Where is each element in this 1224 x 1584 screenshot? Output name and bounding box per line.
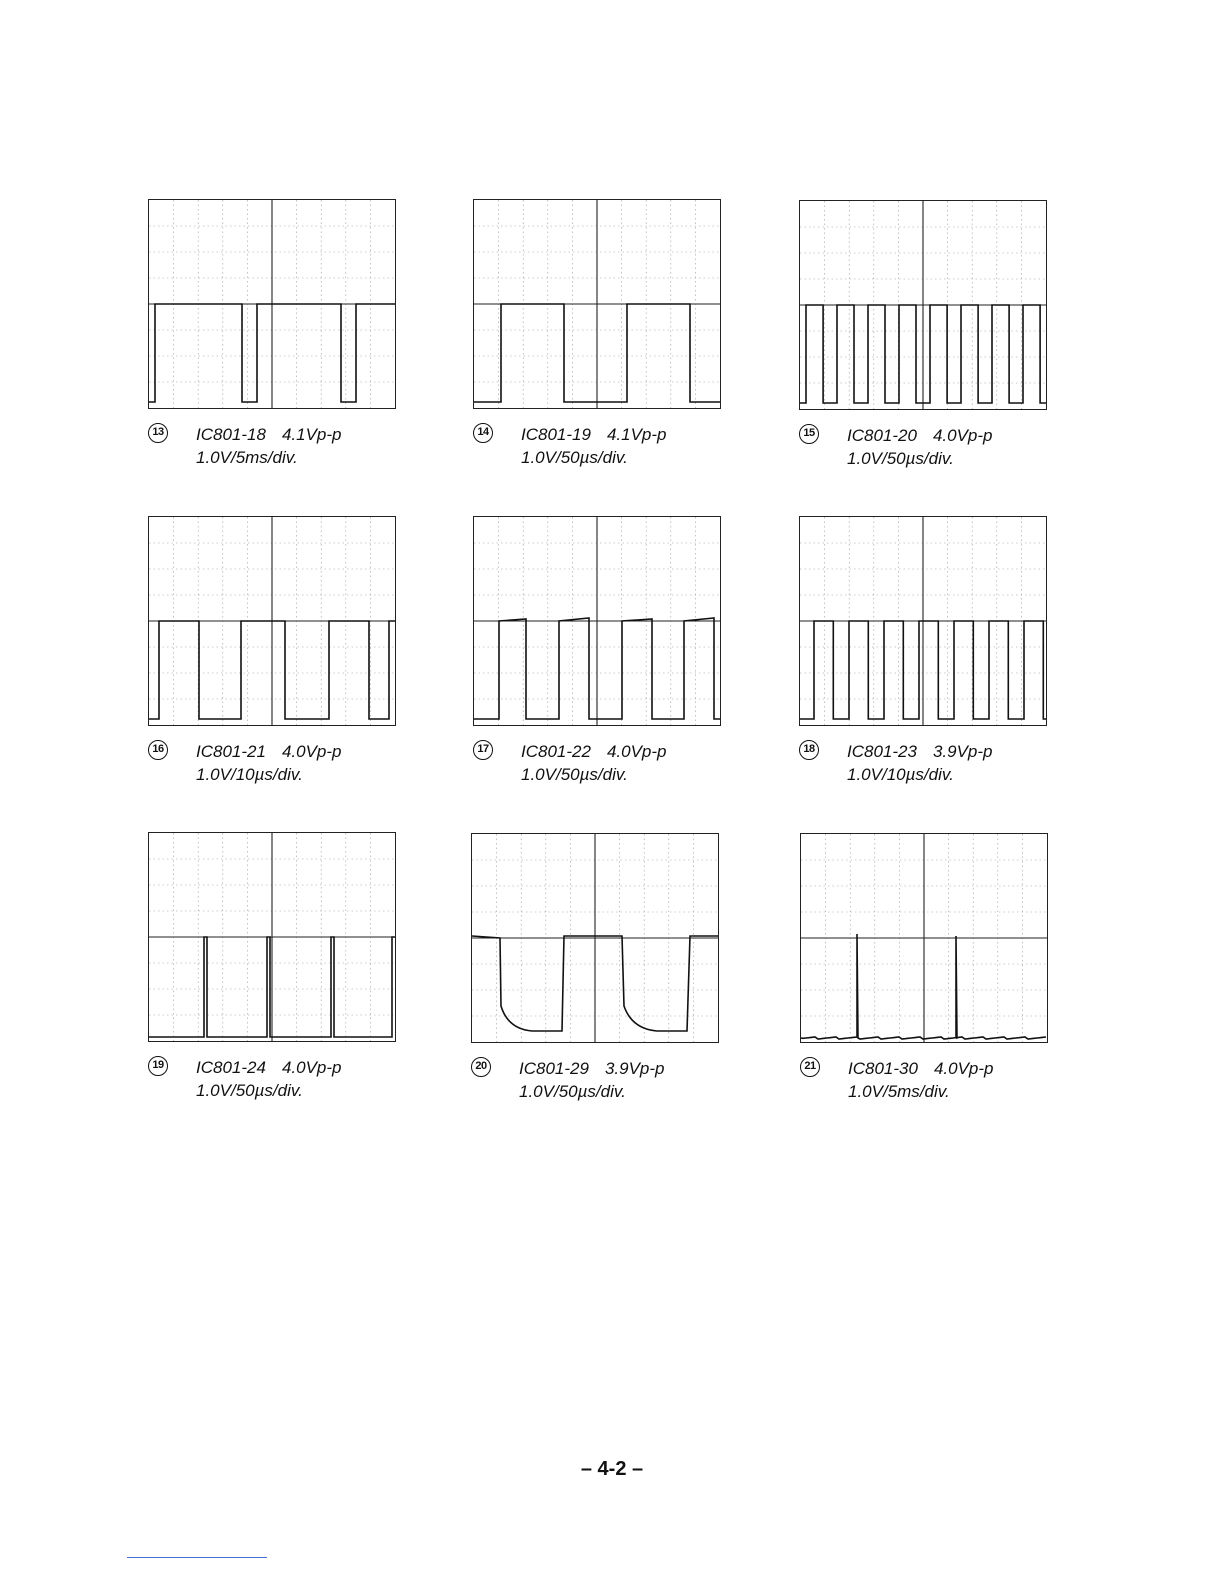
circled-number: 19	[148, 1056, 168, 1076]
waveform-trace	[149, 200, 395, 408]
peak-voltage: 4.0Vp-p	[933, 1059, 994, 1078]
scope-scale: 1.0V/5ms/div.	[196, 448, 298, 467]
waveform-panel-21	[800, 833, 1130, 1123]
circled-number: 18	[799, 740, 819, 760]
scope-scale: 1.0V/50µs/div.	[521, 448, 628, 467]
waveform-caption	[799, 740, 1129, 790]
scope-scale: 1.0V/50µs/div.	[196, 1081, 303, 1100]
test-point-label: IC801-30	[848, 1059, 918, 1078]
peak-voltage: 3.9Vp-p	[604, 1059, 665, 1078]
test-point-label: IC801-23	[847, 742, 917, 761]
peak-voltage: 4.0Vp-p	[281, 1058, 342, 1077]
test-point-label: IC801-19	[521, 425, 591, 444]
waveform-panel-20	[471, 833, 801, 1123]
circled-number: 17	[473, 740, 493, 760]
peak-voltage: 4.0Vp-p	[932, 426, 993, 445]
waveform-trace	[800, 201, 1046, 409]
waveform-trace	[800, 517, 1046, 725]
waveform-caption	[473, 740, 803, 790]
peak-voltage: 4.1Vp-p	[281, 425, 342, 444]
circled-number: 14	[473, 423, 493, 443]
scope-scale: 1.0V/50µs/div.	[519, 1082, 626, 1101]
scope-scale: 1.0V/50µs/div.	[847, 449, 954, 468]
peak-voltage: 4.0Vp-p	[606, 742, 667, 761]
oscilloscope-screen	[799, 516, 1047, 726]
oscilloscope-screen	[799, 200, 1047, 410]
waveform-trace	[474, 517, 720, 725]
peak-voltage: 4.1Vp-p	[606, 425, 667, 444]
waveform-trace	[149, 517, 395, 725]
test-point-label: IC801-22	[521, 742, 591, 761]
divider	[127, 1557, 267, 1558]
oscilloscope-screen	[471, 833, 719, 1043]
test-point-label: IC801-29	[519, 1059, 589, 1078]
scope-scale: 1.0V/50µs/div.	[521, 765, 628, 784]
waveform-panel-17	[473, 516, 803, 806]
waveform-panel-18	[799, 516, 1129, 806]
circled-number: 15	[799, 424, 819, 444]
waveform-panel-13	[148, 199, 478, 489]
waveform-caption	[148, 423, 478, 473]
test-point-label: IC801-20	[847, 426, 917, 445]
oscilloscope-screen	[148, 832, 396, 1042]
oscilloscope-screen	[148, 199, 396, 409]
waveform-panel-14	[473, 199, 803, 489]
scope-scale: 1.0V/10µs/div.	[196, 765, 303, 784]
waveform-panel-15	[799, 200, 1129, 490]
waveform-trace	[472, 834, 718, 1042]
waveform-caption	[800, 1057, 1130, 1107]
page-number: – 4-2 –	[580, 1458, 644, 1480]
circled-number: 16	[148, 740, 168, 760]
waveform-trace	[474, 200, 720, 408]
waveform-caption	[799, 424, 1129, 474]
waveform-caption	[148, 740, 478, 790]
oscilloscope-screen	[473, 516, 721, 726]
peak-voltage: 4.0Vp-p	[281, 742, 342, 761]
waveform-caption	[471, 1057, 801, 1107]
waveform-caption	[473, 423, 803, 473]
peak-voltage: 3.9Vp-p	[932, 742, 993, 761]
test-point-label: IC801-24	[196, 1058, 266, 1077]
scope-scale: 1.0V/10µs/div.	[847, 765, 954, 784]
circled-number: 21	[800, 1057, 820, 1077]
waveform-panel-16	[148, 516, 478, 806]
waveform-caption	[148, 1056, 478, 1106]
waveform-trace	[801, 834, 1047, 1042]
test-point-label: IC801-21	[196, 742, 266, 761]
test-point-label: IC801-18	[196, 425, 266, 444]
oscilloscope-screen	[148, 516, 396, 726]
scope-scale: 1.0V/5ms/div.	[848, 1082, 950, 1101]
oscilloscope-screen	[800, 833, 1048, 1043]
waveform-panel-19	[148, 832, 478, 1122]
oscilloscope-screen	[473, 199, 721, 409]
waveform-trace	[149, 833, 395, 1041]
circled-number: 20	[471, 1057, 491, 1077]
circled-number: 13	[148, 423, 168, 443]
